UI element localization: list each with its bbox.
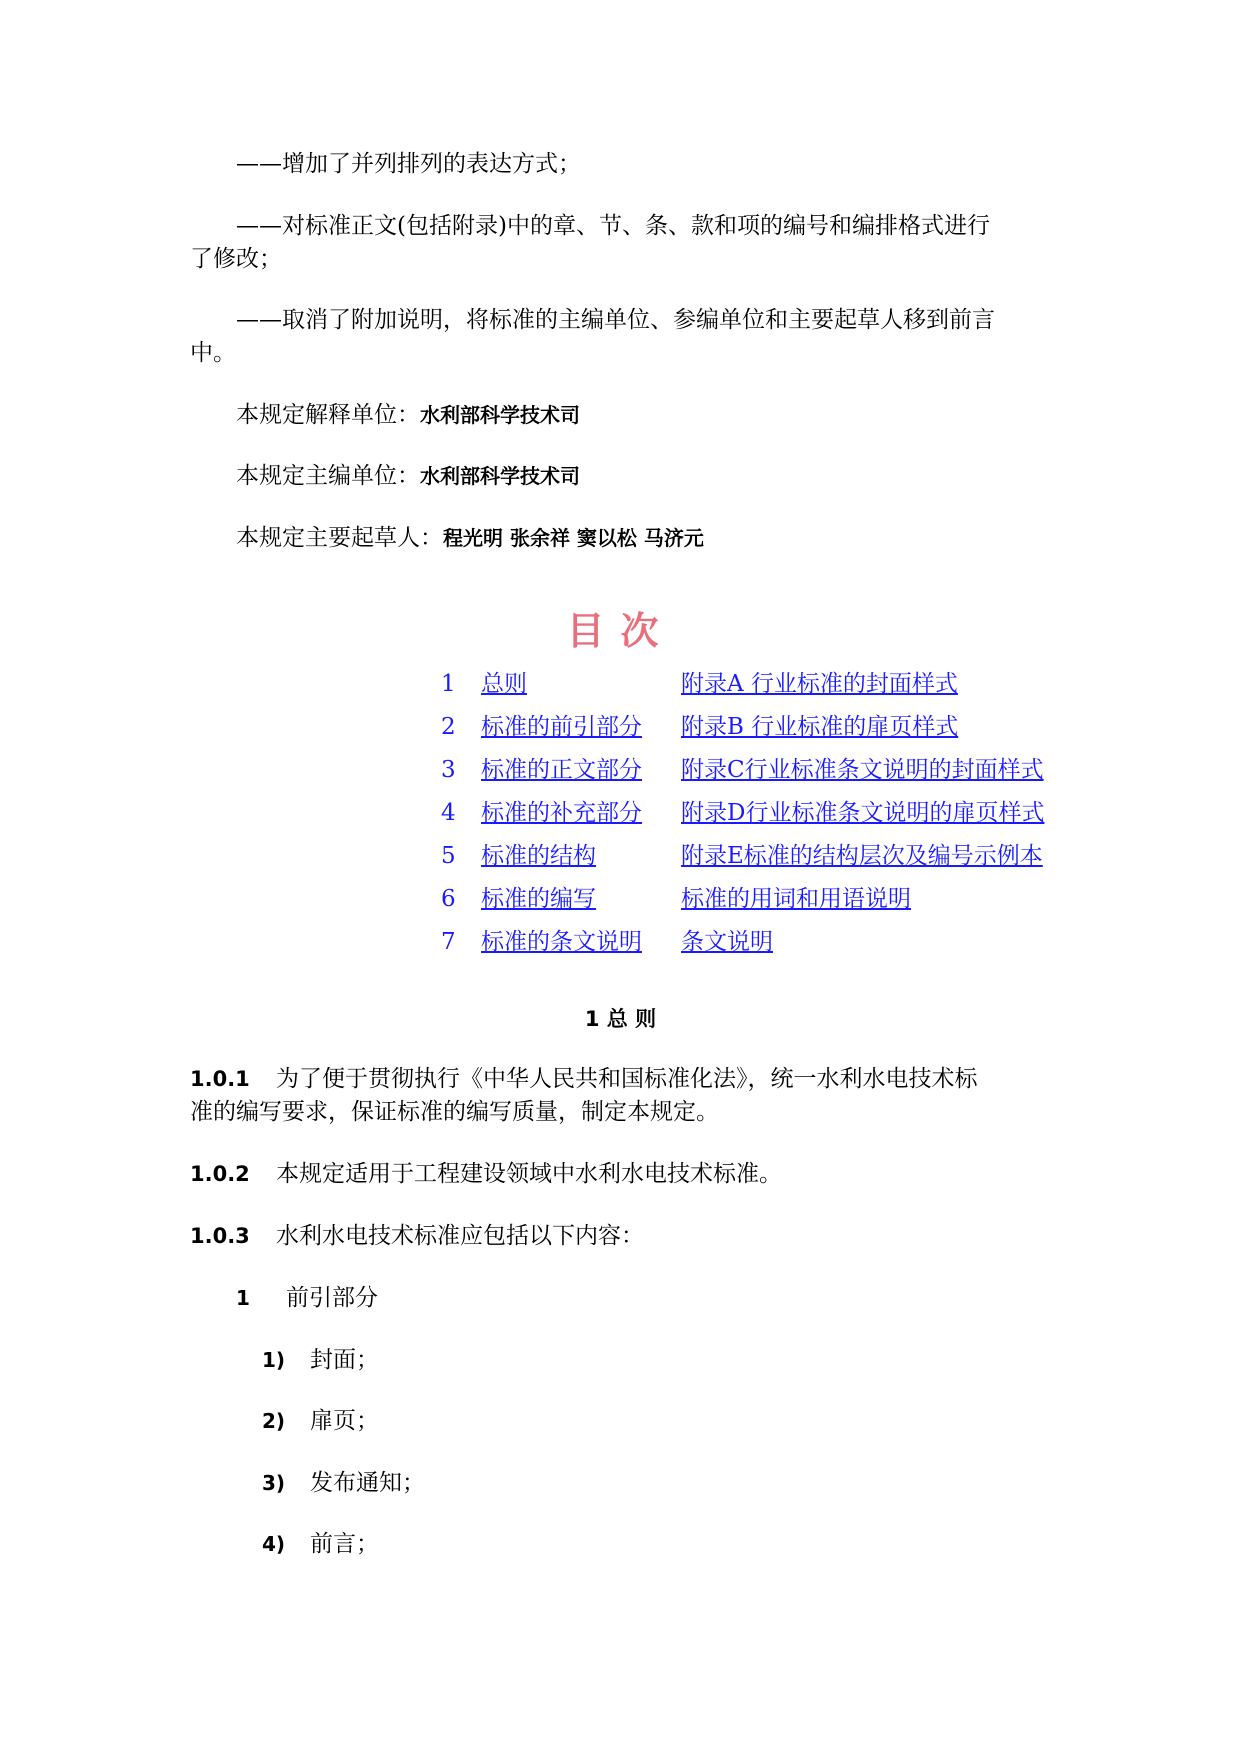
toc-row bbox=[441, 711, 1044, 754]
toc-link-chapter-1[interactable]: 1 总则 bbox=[441, 671, 527, 697]
toc-link-appendix-c[interactable]: 附录C行业标准条文说明的封面样式 bbox=[681, 757, 1044, 783]
toc-row bbox=[441, 668, 1044, 711]
toc-link-chapter-3[interactable]: 3 标准的正文部分 bbox=[441, 757, 642, 783]
clause-number: 1.0.1 bbox=[190, 1067, 250, 1091]
toc-link-chapter-2[interactable]: 2 标准的前引部分 bbox=[441, 714, 642, 740]
table-of-contents bbox=[441, 668, 1044, 969]
sub-item-number: 1 bbox=[236, 1286, 250, 1310]
list-item: 2) 扉页； bbox=[262, 1408, 379, 1434]
toc-link-appendix-b[interactable]: 附录B 行业标准的扉页样式 bbox=[681, 714, 959, 740]
toc-row bbox=[441, 926, 1044, 969]
section-heading: 1 总 则 bbox=[584, 1007, 657, 1031]
interpretation-unit-value: 水利部科学技术司 bbox=[420, 403, 580, 427]
toc-row bbox=[441, 883, 1044, 926]
clause-1-0-1-line2: 准的编写要求，保证标准的编写质量，制定本规定。 bbox=[190, 1099, 719, 1125]
change-item-3-line1: ——取消了附加说明，将标准的主编单位、参编单位和主要起草人移到前言 bbox=[236, 307, 995, 333]
clause-number: 1.0.3 bbox=[190, 1224, 250, 1248]
toc-link-chapter-4[interactable]: 4 标准的补充部分 bbox=[441, 800, 642, 826]
clause-1-0-3: 1.0.3 水利水电技术标准应包括以下内容： bbox=[190, 1220, 644, 1253]
change-item-1: ——增加了并列排列的表达方式； bbox=[236, 151, 581, 177]
list-item: 3) 发布通知； bbox=[262, 1470, 425, 1496]
change-item-2-line2: 了修改； bbox=[190, 246, 282, 272]
clause-1-0-2: 1.0.2 本规定适用于工程建设领域中水利水电技术标准。 bbox=[190, 1158, 782, 1191]
toc-link-wording-explanation[interactable]: 标准的用词和用语说明 bbox=[681, 886, 911, 912]
toc-row bbox=[441, 797, 1044, 840]
chief-editor-unit-label: 本规定主编单位： bbox=[236, 463, 420, 489]
toc-link-chapter-5[interactable]: 5 标准的结构 bbox=[441, 843, 596, 869]
change-item-3-line2: 中。 bbox=[190, 340, 236, 366]
chief-editor-unit bbox=[236, 460, 580, 493]
chief-editor-unit-value: 水利部科学技术司 bbox=[420, 464, 580, 488]
sub-item-1: 1 前引部分 bbox=[236, 1282, 378, 1315]
toc-title: 目次 bbox=[566, 609, 675, 653]
change-item-2-line1: ——对标准正文(包括附录)中的章、节、条、款和项的编号和编排格式进行 bbox=[236, 213, 990, 239]
toc-link-chapter-7[interactable]: 7 标准的条文说明 bbox=[441, 929, 642, 955]
toc-link-clause-explanation[interactable]: 条文说明 bbox=[681, 929, 773, 955]
main-drafters-label: 本规定主要起草人： bbox=[236, 525, 443, 551]
toc-link-appendix-a[interactable]: 附录A 行业标准的封面样式 bbox=[681, 671, 958, 697]
clause-1-0-1-line1: 1.0.1 为了便于贯彻执行《中华人民共和国标准化法》，统一水利水电技术标 bbox=[190, 1063, 978, 1096]
toc-link-appendix-d[interactable]: 附录D行业标准条文说明的扉页样式 bbox=[681, 800, 1045, 826]
list-item: 4) 前言； bbox=[262, 1531, 379, 1557]
toc-link-chapter-6[interactable]: 6 标准的编写 bbox=[441, 886, 596, 912]
main-drafters bbox=[236, 522, 704, 555]
interpretation-unit-label: 本规定解释单位： bbox=[236, 402, 420, 428]
toc-link-appendix-e[interactable]: 附录E标准的结构层次及编号示例本 bbox=[681, 843, 1043, 869]
interpretation-unit bbox=[236, 399, 580, 432]
clause-number: 1.0.2 bbox=[190, 1162, 250, 1186]
list-item: 1) 封面； bbox=[262, 1347, 379, 1373]
main-drafters-value: 程光明 张余祥 窦以松 马济元 bbox=[443, 526, 704, 550]
toc-row bbox=[441, 754, 1044, 797]
toc-row bbox=[441, 840, 1044, 883]
